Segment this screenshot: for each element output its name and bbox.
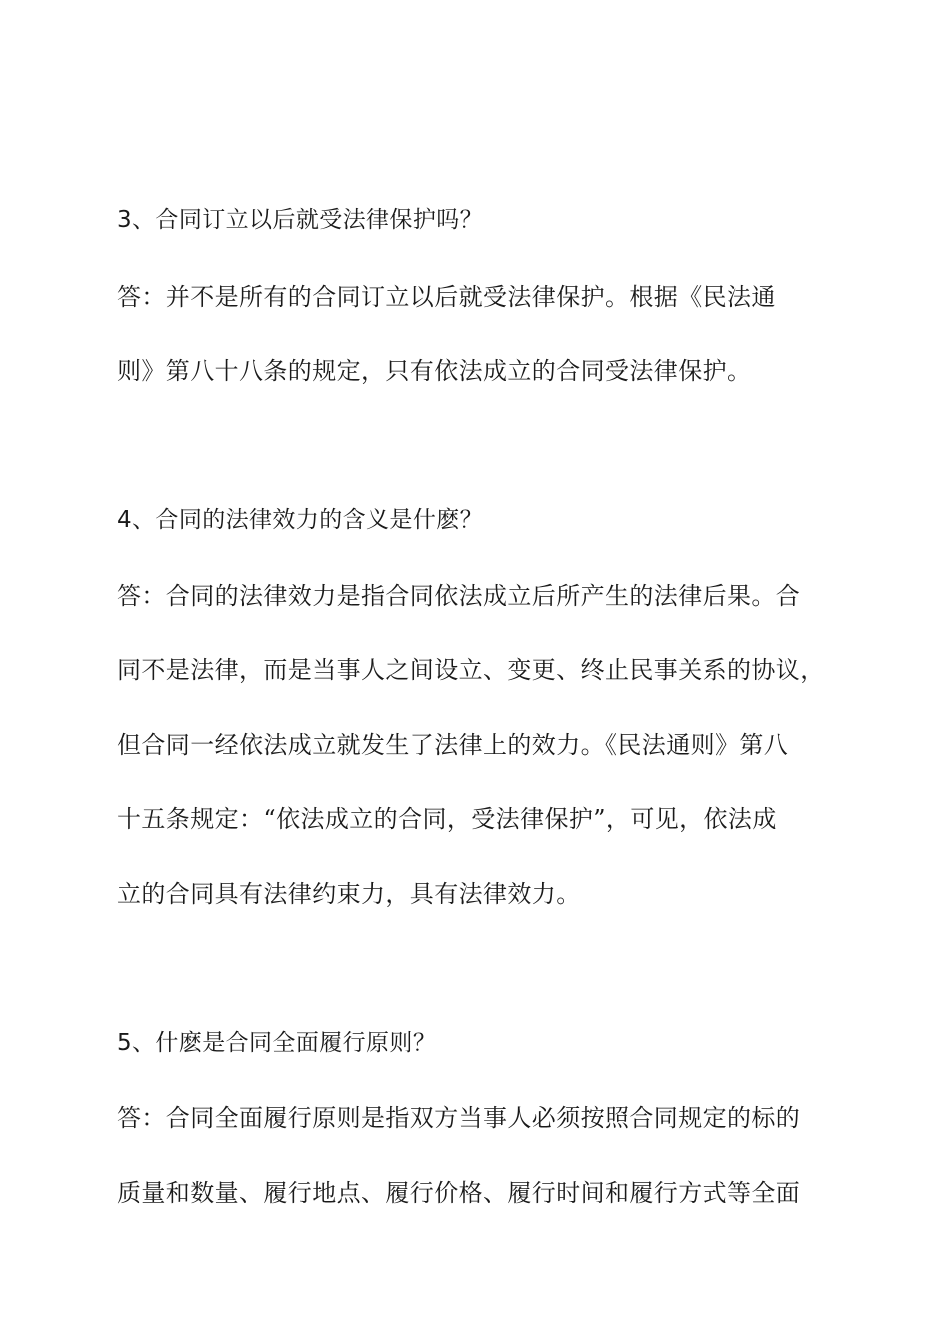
answer-4-line-3: 但合同一经依法成立就发生了法律上的效力。《民法通则》第八: [117, 731, 789, 759]
question-3: 3、合同订立以后就受法律保护吗？: [117, 207, 484, 233]
answer-3-line-2: 则》第八十八条的规定，只有依法成立的合同受法律保护。: [117, 357, 752, 385]
question-4: 4、合同的法律效力的含义是什麽？: [117, 507, 484, 533]
answer-4-line-4: 十五条规定：“依法成立的合同，受法律保护”，可见，依法成: [117, 805, 777, 833]
question-5: 5、什麽是合同全面履行原则？: [117, 1030, 437, 1056]
answer-5-line-1: 答：合同全面履行原则是指双方当事人必须按照合同规定的标的: [117, 1104, 801, 1132]
answer-4-line-2: 同不是法律，而是当事人之间设立、变更、终止民事关系的协议，: [117, 656, 825, 684]
answer-4-line-1: 答：合同的法律效力是指合同依法成立后所产生的法律后果。合: [117, 582, 801, 610]
answer-4-line-5: 立的合同具有法律约束力，具有法律效力。: [117, 880, 581, 908]
answer-3-line-1: 答：并不是所有的合同订立以后就受法律保护。根据《民法通: [117, 283, 776, 311]
answer-5-line-2: 质量和数量、履行地点、履行价格、履行时间和履行方式等全面: [117, 1179, 801, 1207]
